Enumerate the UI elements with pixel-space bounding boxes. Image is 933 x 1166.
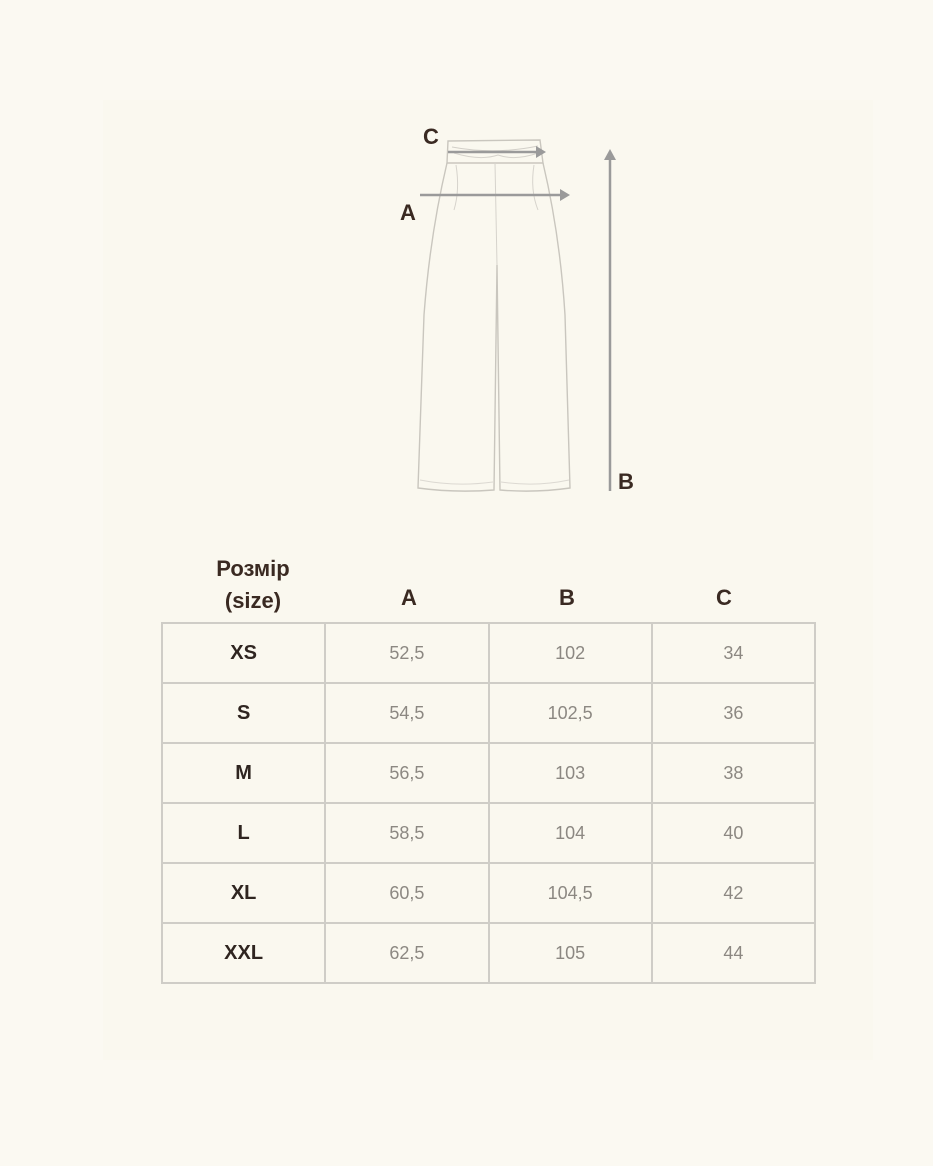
column-header-a: A (401, 585, 417, 610)
label-a: A (400, 200, 416, 225)
value-b: 103 (489, 743, 652, 803)
value-b: 102,5 (489, 683, 652, 743)
value-c: 38 (652, 743, 815, 803)
value-a: 54,5 (325, 683, 488, 743)
size-header-line2: (size) (224, 588, 282, 613)
pants-illustration (380, 115, 660, 510)
label-c: C (423, 124, 439, 149)
value-a: 58,5 (325, 803, 488, 863)
value-b: 104,5 (489, 863, 652, 923)
value-b: 105 (489, 923, 652, 983)
value-a: 56,5 (325, 743, 488, 803)
size-table (161, 622, 816, 984)
size-cell: XXL (162, 923, 325, 983)
column-header-b: B (559, 585, 575, 610)
size-column-header (203, 553, 303, 617)
column-header-c: C (716, 585, 732, 610)
table-row (162, 683, 815, 743)
size-cell: M (162, 743, 325, 803)
size-cell: L (162, 803, 325, 863)
table-row (162, 803, 815, 863)
size-header-line1: Розмір (216, 556, 290, 581)
value-b: 104 (489, 803, 652, 863)
size-cell: XL (162, 863, 325, 923)
value-c: 34 (652, 623, 815, 683)
value-c: 44 (652, 923, 815, 983)
table-row (162, 743, 815, 803)
value-c: 36 (652, 683, 815, 743)
value-a: 52,5 (325, 623, 488, 683)
table-row (162, 923, 815, 983)
value-a: 60,5 (325, 863, 488, 923)
label-b: B (618, 469, 634, 494)
table-row (162, 623, 815, 683)
value-a: 62,5 (325, 923, 488, 983)
size-cell: XS (162, 623, 325, 683)
table-row (162, 863, 815, 923)
value-c: 42 (652, 863, 815, 923)
pants-diagram (380, 115, 660, 510)
value-c: 40 (652, 803, 815, 863)
value-b: 102 (489, 623, 652, 683)
size-cell: S (162, 683, 325, 743)
